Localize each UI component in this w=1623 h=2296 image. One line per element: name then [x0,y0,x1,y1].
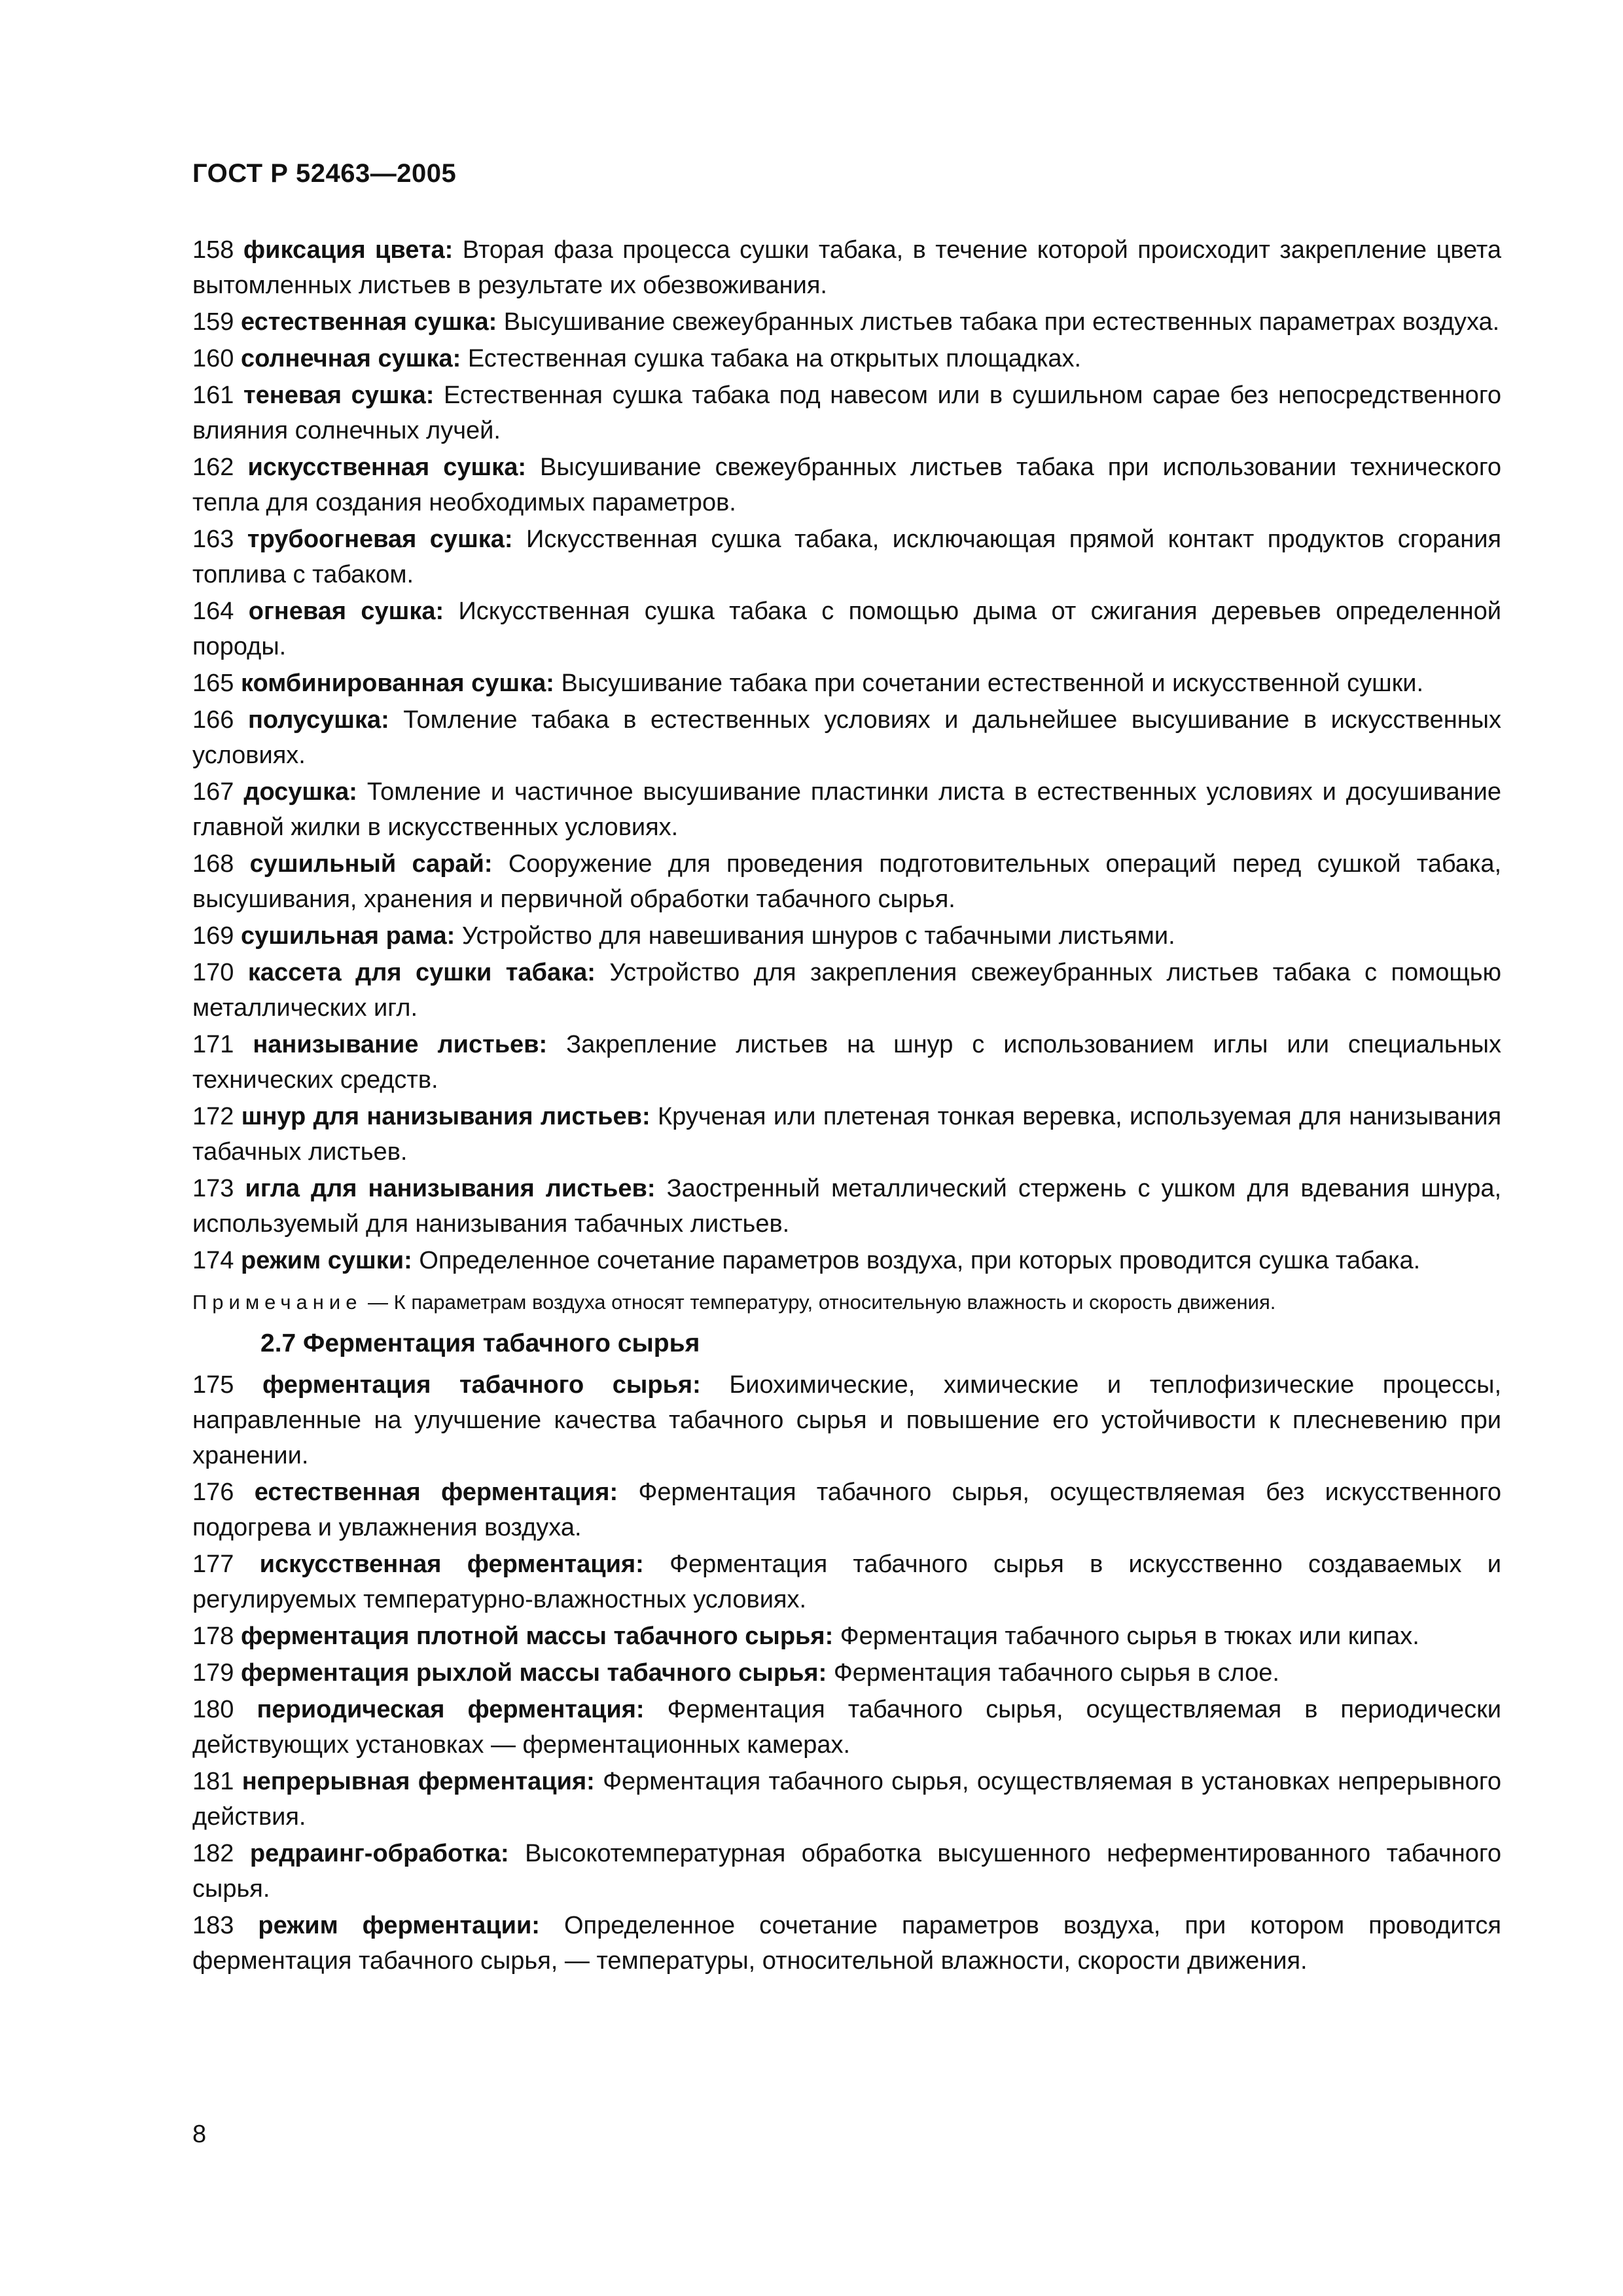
term-entry [192,232,1501,303]
term-name: сушильная рама: [240,922,455,950]
term-entry [192,1027,1501,1098]
term-entry [192,304,1501,340]
term-name: непрерывная ферментация: [241,1768,595,1795]
term-name: комбинированная сушка: [240,670,554,697]
section-heading: 2.7 Ферментация табачного сырья [260,1329,700,1357]
term-entry [192,1764,1501,1835]
term-name: сушильный сарай: [249,850,493,878]
term-definition: Закрепление листьев на шнур с использованием иглы или специальных технических средств. [192,1031,1501,1094]
term-entry [192,1547,1501,1617]
term-definition: Естественная сушка табака на открытых площадках. [467,345,1082,372]
term-name: режим сушки: [240,1247,412,1274]
term-entry [192,1367,1501,1473]
term-definition: Ферментация табачного сырья в слое. [833,1659,1279,1687]
note [192,1287,1501,1318]
term-number: 178 [192,1623,234,1650]
term-entry [192,594,1501,664]
term-number: 162 [192,454,234,481]
term-number: 177 [192,1551,234,1578]
term-definition: Определенное сочетание параметров воздуха, при которых проводится сушка табака. [419,1247,1421,1274]
term-definition: Высушивание свежеубранных листьев табака при естественных параметрах воздуха. [503,308,1500,336]
term-number: 161 [192,382,234,409]
term-entry [192,378,1501,448]
term-number: 180 [192,1696,234,1723]
term-number: 159 [192,308,234,336]
term-entry [192,1475,1501,1545]
term-name: естественная сушка: [240,308,497,336]
term-number: 183 [192,1912,234,1939]
term-name: солнечная сушка: [240,345,461,372]
term-name: шнур для нанизывания листьев: [241,1103,651,1130]
term-entry [192,1171,1501,1242]
term-definition: Ферментация табачного сырья в искусственно создаваемых и регулируемых температурно-влажностных условиях. [192,1551,1502,1613]
term-name: режим ферментации: [258,1912,540,1939]
term-definition: Устройство для навешивания шнуров с табачными листьями. [461,922,1175,950]
term-name: теневая сушка: [243,382,435,409]
term-name: кассета для сушки табака: [247,959,596,986]
term-definition: Искусственная сушка табака, исключающая прямой контакт продуктов сгорания топлива с табаком. [192,526,1502,588]
term-number: 170 [192,959,234,986]
term-entry [192,1099,1501,1170]
term-number: 163 [192,526,234,553]
term-definition: Искусственная сушка табака с помощью дыма от сжигания деревьев определенной породы. [192,598,1501,660]
term-definition: Биохимические, химические и теплофизические процессы, направленные на улучшение качества табачного сырья и повышение его устойчивости к плесневению при хранении. [192,1371,1501,1469]
term-list-fermentation [192,1367,1501,1979]
term-definition: Ферментация табачного сырья в тюках или кипах. [840,1623,1419,1650]
term-definition: Определенное сочетание параметров воздуха, при котором проводится ферментация табачного сырья, — температуры, относительной влажности, скорости движения. [192,1912,1502,1975]
term-number: 171 [192,1031,234,1058]
term-number: 169 [192,922,234,950]
term-definition: Устройство для закрепления свежеубранных листьев табака с помощью металлических игл. [192,959,1501,1022]
document-header: ГОСТ Р 52463—2005 [192,159,457,188]
term-number: 160 [192,345,234,372]
term-definition: Заостренный металлический стержень с ушком для вдевания шнура, используемый для нанизывания табачных листьев. [192,1175,1502,1238]
term-entry [192,774,1501,845]
term-entry [192,955,1501,1026]
page-number: 8 [192,2121,207,2148]
term-definition: Высушивание табака при сочетании естественной и искусственной сушки. [561,670,1424,697]
term-number: 182 [192,1840,234,1867]
term-name: ферментация табачного сырья: [262,1371,701,1399]
term-number: 168 [192,850,234,878]
term-number: 167 [192,778,234,806]
term-number: 175 [192,1371,234,1399]
term-number: 176 [192,1479,234,1506]
term-definition: Ферментация табачного сырья, осуществляемая в периодически действующих установках — ферментационных камерах. [192,1696,1501,1759]
term-name: периодическая ферментация: [257,1696,645,1723]
term-name: ферментация плотной массы табачного сырья: [240,1623,834,1650]
term-entry [192,522,1501,592]
term-name: фиксация цвета: [243,236,454,264]
term-number: 158 [192,236,234,264]
term-entry [192,450,1501,520]
term-list-drying [192,232,1501,1278]
term-entry [192,666,1501,701]
term-entry [192,341,1501,376]
term-entry [192,1836,1501,1907]
term-definition: Крученая или плетеная тонкая веревка, используемая для нанизывания табачных листьев. [192,1103,1502,1166]
term-definition: Ферментация табачного сырья, осуществляемая в установках непрерывного действия. [192,1768,1501,1831]
term-name: огневая сушка: [248,598,444,625]
term-entry [192,1619,1501,1654]
term-entry [192,846,1501,917]
note-label: Примечание [192,1291,363,1314]
term-name: игла для нанизывания листьев: [245,1175,656,1202]
term-name: искусственная ферментация: [259,1551,644,1578]
term-name: досушка: [243,778,357,806]
term-entry [192,1908,1501,1979]
term-name: искусственная сушка: [247,454,526,481]
term-definition: Высушивание свежеубранных листьев табака при использовании технического тепла для создания необходимых параметров. [192,454,1502,516]
term-entry [192,702,1501,773]
term-number: 181 [192,1768,234,1795]
term-definition: Высокотемпературная обработка высушенного неферментированного табачного сырья. [192,1840,1502,1903]
term-name: ферментация рыхлой массы табачного сырья: [240,1659,827,1687]
term-entry [192,918,1501,954]
term-entry [192,1655,1501,1691]
term-number: 164 [192,598,234,625]
term-number: 174 [192,1247,234,1274]
term-definition: Сооружение для проведения подготовительных операций перед сушкой табака, высушивания, хранения и первичной обработки табачного сырья. [192,850,1502,913]
term-name: полусушка: [247,706,389,734]
term-definition: Вторая фаза процесса сушки табака, в течение которой происходит закрепление цвета вытомленных листьев в результате их обезвоживания. [192,236,1502,299]
term-entry [192,1243,1501,1278]
term-name: нанизывание листьев: [253,1031,548,1058]
term-definition: Естественная сушка табака под навесом или в сушильном сарае без непосредственного влияния солнечных лучей. [192,382,1501,444]
term-number: 173 [192,1175,234,1202]
term-number: 172 [192,1103,234,1130]
term-number: 166 [192,706,234,734]
note-dash: — [362,1291,394,1314]
term-definition: Ферментация табачного сырья, осуществляемая без искусственного подогрева и увлажнения воздуха. [192,1479,1501,1541]
term-number: 179 [192,1659,234,1687]
term-name: редраинг-обработка: [249,1840,509,1867]
note-text: К параметрам воздуха относят температуру, относительную влажность и скорость движения. [393,1291,1276,1314]
term-definition: Томление и частичное высушивание пластинки листа в естественных условиях и досушивание главной жилки в искусственных условиях. [192,778,1502,841]
term-name: трубоогневая сушка: [247,526,513,553]
term-number: 165 [192,670,234,697]
term-definition: Томление табака в естественных условиях и дальнейшее высушивание в искусственных условиях. [192,706,1501,769]
term-name: естественная ферментация: [254,1479,618,1506]
document-body [192,232,1501,1980]
term-entry [192,1692,1501,1763]
